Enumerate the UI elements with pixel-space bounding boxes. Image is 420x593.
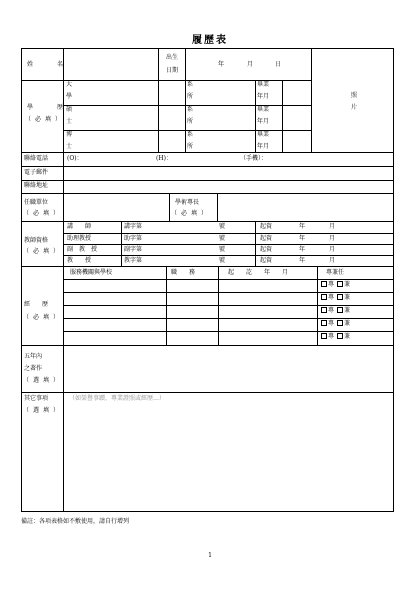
job-field[interactable] [64, 194, 168, 220]
parttime-label: 兼 [344, 320, 351, 327]
fulltime-checkbox[interactable] [321, 281, 327, 287]
start-month: 月 [329, 246, 336, 253]
col-type: 專兼任 [326, 269, 345, 276]
education-label: 學 歷 [27, 104, 68, 111]
publications-label-2: 之著作 [24, 365, 43, 372]
parttime-label: 兼 [344, 294, 351, 301]
inst-label: 所 [187, 118, 194, 125]
inst-label: 所 [187, 93, 194, 100]
cert-no: 號 [219, 257, 226, 264]
parttime-checkbox[interactable] [337, 320, 343, 326]
phone-home[interactable]: (H)： [156, 155, 172, 162]
grad-date-label: 年月 [257, 143, 270, 150]
publications-field[interactable] [64, 346, 393, 391]
degree-master-2: 士 [66, 118, 73, 125]
birth-month: 月 [247, 61, 254, 68]
experience-required: （必填） [23, 314, 64, 321]
parttime-checkbox[interactable] [337, 294, 343, 300]
grad-label: 畢業 [257, 131, 270, 138]
degree-doctor-1: 博 [66, 131, 73, 138]
start-label: 起資 [260, 223, 273, 230]
qualification-required: （必填） [23, 248, 64, 255]
border-right [393, 48, 394, 512]
start-year: 年 [299, 257, 306, 264]
fulltime-checkbox[interactable] [321, 333, 327, 339]
job-required: （必填） [23, 210, 64, 217]
type-checkboxes [321, 294, 350, 302]
parttime-checkbox[interactable] [337, 307, 343, 313]
cert-prefix: 副字第 [124, 246, 143, 253]
border-left [21, 48, 22, 512]
education-required: （必填） [25, 116, 66, 123]
cert-no: 號 [219, 223, 226, 230]
page-title: 履歷表 [192, 35, 228, 46]
other-placeholder[interactable]: （如榮譽事蹟、專業證照或經歷…） [69, 395, 166, 402]
grad-date-label: 年月 [257, 118, 270, 125]
start-month: 月 [329, 257, 336, 264]
photo-label-2: 片 [351, 104, 358, 111]
start-label: 起資 [260, 246, 273, 253]
phone-label: 聯絡電話 [24, 155, 49, 162]
job-label: 任職單位 [24, 199, 49, 206]
fulltime-label: 專 [328, 320, 335, 327]
fulltime-checkbox[interactable] [321, 307, 327, 313]
photo-box[interactable] [312, 49, 393, 152]
start-month: 月 [329, 235, 336, 242]
start-year: 年 [299, 246, 306, 253]
specialty-field[interactable] [218, 194, 393, 220]
fulltime-label: 專 [328, 294, 335, 301]
degree-bachelor-1: 大 [66, 81, 73, 88]
fulltime-checkbox[interactable] [321, 320, 327, 326]
start-label: 起資 [260, 235, 273, 242]
inst-label: 所 [187, 143, 194, 150]
qualification-label: 教師資格 [24, 237, 49, 244]
address-field[interactable] [64, 181, 393, 193]
dept-label: 系 [187, 81, 194, 88]
col-period: 起 訖 年 月 [228, 269, 289, 276]
rank-associate-prof: 副 教 授 [67, 246, 98, 253]
rank-assistant-prof: 助理教授 [67, 235, 92, 242]
cert-prefix: 教字第 [124, 257, 143, 264]
birth-label-1: 出生 [165, 54, 178, 61]
phone-mobile[interactable]: （手機）： [240, 155, 268, 162]
dept-label: 系 [187, 106, 194, 113]
parttime-checkbox[interactable] [337, 333, 343, 339]
cert-prefix: 講字第 [124, 223, 143, 230]
email-label: 電子郵件 [24, 169, 49, 176]
birth-label-2: 日期 [165, 67, 178, 74]
other-label: 其它事項 [24, 395, 49, 402]
cert-no: 號 [219, 246, 226, 253]
degree-doctor-2: 士 [66, 143, 73, 150]
dept-label: 系 [187, 131, 194, 138]
fulltime-label: 專 [328, 333, 335, 340]
publications-label-1: 五年內 [24, 353, 43, 360]
experience-label: 經 歷 [24, 301, 49, 308]
start-year: 年 [299, 235, 306, 242]
fulltime-label: 專 [328, 307, 335, 314]
start-month: 月 [329, 223, 336, 230]
cert-no: 號 [219, 235, 226, 242]
start-label: 起資 [260, 257, 273, 264]
fulltime-checkbox[interactable] [321, 294, 327, 300]
border-bottom [21, 511, 394, 512]
col-org: 服務機關與學校 [70, 269, 113, 276]
footnote: 備註：各項表格如不敷使用，請自行增列 [21, 518, 130, 525]
parttime-label: 兼 [344, 281, 351, 288]
page-number: 1 [208, 552, 212, 559]
parttime-checkbox[interactable] [337, 281, 343, 287]
start-year: 年 [299, 223, 306, 230]
type-checkboxes [321, 320, 350, 328]
type-checkboxes [321, 333, 350, 341]
degree-master-1: 碩 [66, 106, 73, 113]
grad-date-label: 年月 [257, 93, 270, 100]
photo-label-1: 照 [351, 92, 358, 99]
publications-optional: （選填） [23, 377, 64, 384]
parttime-label: 兼 [344, 333, 351, 340]
parttime-label: 兼 [344, 307, 351, 314]
resume-form [21, 48, 394, 512]
cert-prefix: 助字第 [124, 235, 143, 242]
address-label: 聯絡地址 [24, 182, 49, 189]
type-checkboxes [321, 307, 350, 315]
birth-day: 日 [275, 61, 282, 68]
rank-lecturer: 講 師 [67, 223, 92, 230]
grad-label: 畢業 [257, 81, 270, 88]
specialty-required: （必填） [171, 210, 212, 217]
degree-bachelor-2: 學 [66, 93, 73, 100]
specialty-label: 學術專長 [175, 199, 200, 206]
email-field[interactable] [64, 167, 393, 179]
birth-year: 年 [218, 61, 225, 68]
col-position: 職 務 [171, 269, 196, 276]
name-field[interactable] [64, 49, 157, 79]
rank-professor: 教 授 [67, 257, 92, 264]
fulltime-label: 專 [328, 281, 335, 288]
phone-office[interactable]: (O)： [67, 155, 83, 162]
type-checkboxes [321, 281, 350, 289]
grad-label: 畢業 [257, 106, 270, 113]
other-optional: （選填） [23, 407, 64, 414]
name-label: 姓 名 [27, 61, 68, 68]
